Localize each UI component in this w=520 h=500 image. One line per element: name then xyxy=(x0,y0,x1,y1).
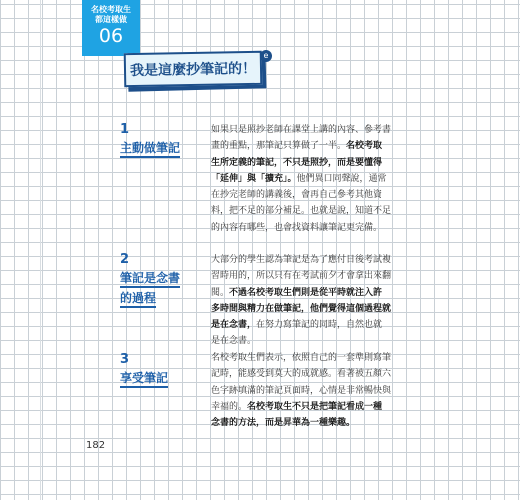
paragraph-text: 如果只是照抄老師在課堂上講的內容、參考書畫的重點，那筆記只算做了一半。 xyxy=(211,125,392,152)
title-banner xyxy=(124,50,274,96)
paragraph-text: 大部分的學生認為筆記是為了應付日後考試複習時用的，所以只有在考試前夕才會拿出來翻閱。 xyxy=(211,255,392,298)
section-1-title-line: 主動做筆記 xyxy=(120,141,180,158)
chapter-tab-line2: 都這樣做 xyxy=(95,15,127,24)
section-1-title xyxy=(120,138,180,158)
banner-title: 我是這麼抄筆記的！ xyxy=(124,51,263,87)
section-1-body xyxy=(211,122,391,236)
section-2-title xyxy=(120,268,180,308)
section-2-title-line: 筆記是念書 xyxy=(120,271,180,288)
paragraph-text: 名校考取生們表示，依照自己的一套準則寫筆記時，能感受到莫大的成就感。看著被五顏六色字跡填滿的筆記頁面時，心情是非常暢快與幸福的。 xyxy=(211,353,392,412)
page-number: 182 xyxy=(86,440,106,451)
section-3-body xyxy=(211,350,391,431)
paragraph-emphasis: 名校考取生所定義的筆記，不只是照抄，而是要懂得「延伸」與「擴充」。 xyxy=(211,141,383,184)
chapter-tab xyxy=(82,0,140,56)
section-2-body xyxy=(211,252,391,350)
section-3-title xyxy=(120,368,168,388)
section-2-title-line: 的過程 xyxy=(120,291,156,308)
chapter-tab-line1: 名校考取生 xyxy=(91,5,131,14)
paragraph-emphasis: 名校考取生不只是把筆記看成一種念書的方法，而是昇華為一種樂趣。 xyxy=(211,401,383,429)
section-3-number: 3 xyxy=(120,352,130,367)
paragraph-emphasis: 不過名校考取生們則是從平時就注入許多時間與精力在做筆記，他們覺得這個過程就是在念書， xyxy=(211,287,392,331)
chapter-number: 06 xyxy=(98,25,124,47)
paragraph-text: 他們異口同聲說，通常在抄完老師的講義後，會再自己參考其他資料，把不足的部分補足。也就是說，知道不足的內容有哪些，也會找資料讓筆記更完備。 xyxy=(211,173,392,233)
paragraph-text: 在努力寫筆記的同時，自然也就是在念書。 xyxy=(211,320,383,347)
pin-icon: e xyxy=(260,50,272,62)
section-3-title-line: 享受筆記 xyxy=(120,371,168,388)
section-2-number: 2 xyxy=(120,252,130,267)
section-1-number: 1 xyxy=(120,122,130,137)
